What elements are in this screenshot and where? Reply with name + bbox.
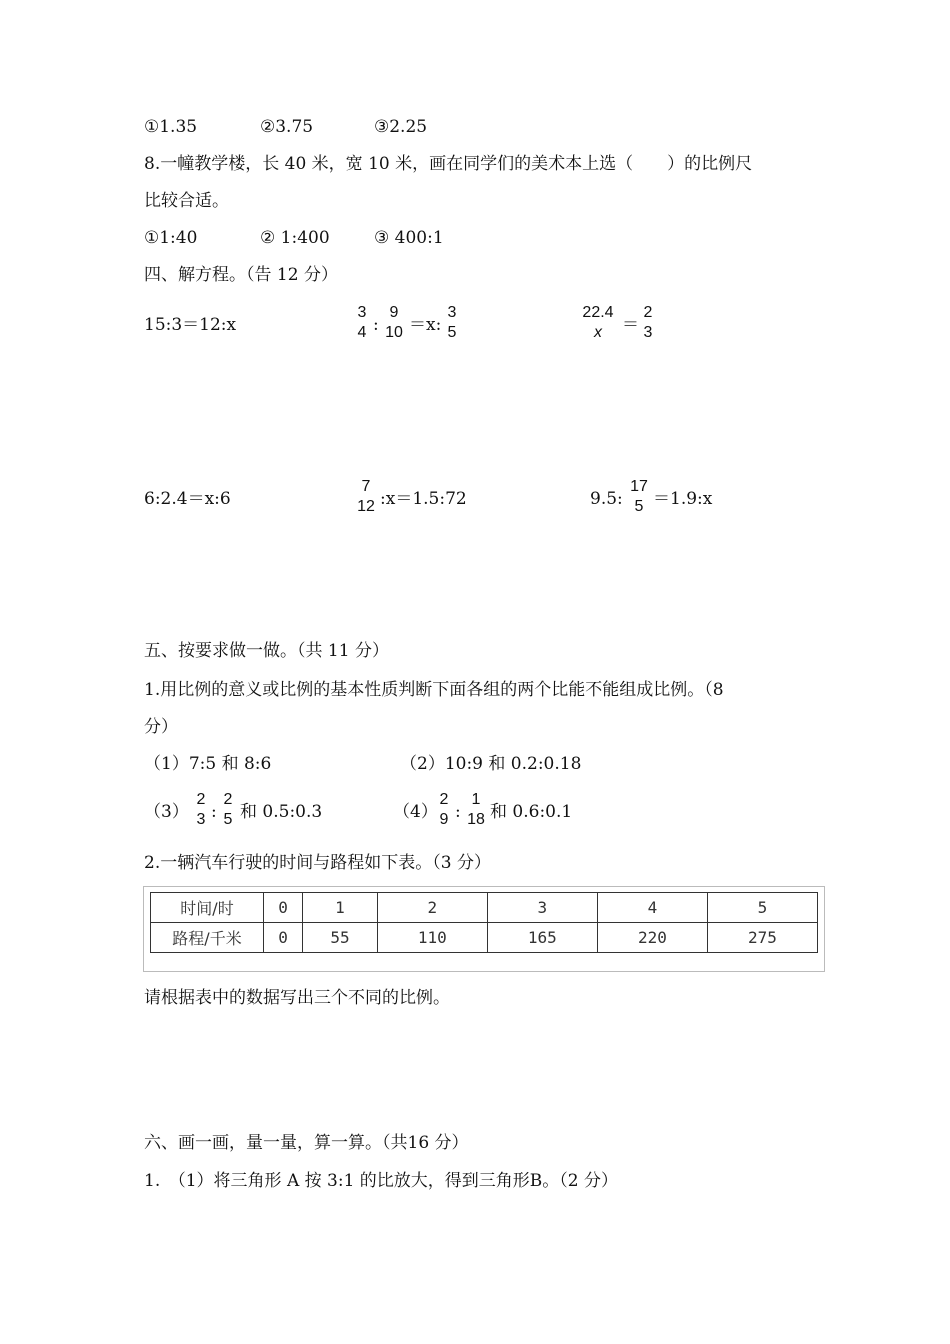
eq6-rest: ＝1.9:x (653, 489, 713, 509)
section6-heading: 六、画一画，量一量，算一算。（共16 分） (144, 1133, 469, 1153)
p3-a-denominator: 3 (196, 811, 206, 828)
eq3-numerator: 22.4 (582, 304, 614, 321)
equation-4: 6:2.4＝x:6 (144, 489, 231, 509)
eq2-a-denominator: 4 (357, 324, 367, 341)
p3-colon: : (211, 802, 217, 822)
p3-a-numerator: 2 (196, 791, 206, 808)
eq2-b-numerator: 9 (389, 304, 399, 321)
eq5-fraction (354, 477, 378, 517)
eq6-numerator: 17 (630, 478, 648, 495)
s5-q1-line2: 分） (144, 717, 178, 737)
eq6-fraction (627, 477, 651, 517)
table-cell: 5 (707, 893, 817, 923)
eq2-fraction-c (444, 303, 460, 343)
table-cell: 1 (303, 893, 378, 923)
s5-q1-line1: 1.用比例的意义或比例的基本性质判断下面各组的两个比能不能组成比例。（8 (144, 680, 724, 700)
eq3-r-numerator: 2 (643, 304, 653, 321)
q7-options (144, 116, 427, 138)
s5-part-2: （2）10:9 和 0.2:0.18 (400, 754, 582, 774)
s6-q1: 1. （1）将三角形 A 按 3:1 的比放大，得到三角形B。（2 分） (144, 1171, 618, 1191)
time-distance-table (150, 892, 818, 953)
s5-part-4-label: （4） (393, 802, 438, 822)
table-cell: 110 (377, 923, 487, 953)
eq2-middle: ＝x: (409, 315, 442, 335)
p4-a-denominator: 9 (439, 811, 449, 828)
eq3-denominator: x (594, 324, 602, 341)
s5-part-3-label: （3） (144, 802, 189, 822)
table-cell: 275 (707, 923, 817, 953)
p3-rest: 和 0.5:0.3 (240, 802, 323, 822)
p4-fraction-a (436, 790, 452, 830)
table-cell: 220 (597, 923, 707, 953)
eq5-denominator: 12 (357, 498, 375, 515)
eq2-colon: : (373, 315, 379, 335)
p3-fraction-b (220, 790, 236, 830)
eq2-fraction-b (382, 303, 406, 343)
q7-option-3: ③2.25 (374, 117, 428, 137)
table-header-distance: 路程/千米 (151, 923, 264, 953)
q7-option-1: ①1.35 (144, 117, 198, 137)
equation-1: 15:3＝12:x (144, 315, 237, 335)
eq3-equals: ＝ (622, 315, 639, 335)
q8-option-3: ③ 400:1 (374, 228, 444, 248)
q7-option-2: ②3.75 (260, 117, 314, 137)
q8-question-line1: 8.一幢教学楼，长 40 米，宽 10 米，画在同学们的美术本上选（ ）的比例尺 (144, 154, 753, 174)
eq3-fraction-left (578, 303, 618, 343)
table-cell: 165 (487, 923, 597, 953)
eq5-numerator: 7 (361, 478, 371, 495)
eq3-fraction-right (640, 303, 656, 343)
eq2-c-denominator: 5 (447, 324, 457, 341)
section4-heading: 四、解方程。（告 12 分） (144, 265, 338, 285)
table-cell: 0 (264, 893, 303, 923)
eq6-denominator: 5 (634, 498, 644, 515)
table-cell: 3 (487, 893, 597, 923)
table-header-time: 时间/时 (151, 893, 264, 923)
p3-fraction-a (193, 790, 209, 830)
p3-b-numerator: 2 (223, 791, 233, 808)
eq2-fraction-a (354, 303, 370, 343)
q8-options (144, 227, 444, 249)
p4-a-numerator: 2 (439, 791, 449, 808)
s5-q2-instruction: 请根据表中的数据写出三个不同的比例。 (144, 988, 450, 1008)
section5-heading: 五、按要求做一做。（共 11 分） (144, 641, 389, 661)
q8-question-line2: 比较合适。 (144, 191, 229, 211)
table-row-distance (151, 923, 818, 953)
p4-colon: : (455, 802, 461, 822)
eq6-prefix: 9.5: (590, 489, 623, 509)
eq2-b-denominator: 10 (385, 324, 403, 341)
p4-rest: 和 0.6:0.1 (490, 802, 573, 822)
eq2-c-numerator: 3 (447, 304, 457, 321)
p4-b-denominator: 18 (467, 811, 485, 828)
p4-b-numerator: 1 (471, 791, 481, 808)
q8-option-1: ①1:40 (144, 228, 198, 248)
s5-q2: 2.一辆汽车行驶的时间与路程如下表。（3 分） (144, 853, 491, 873)
table-cell: 55 (303, 923, 378, 953)
table-cell: 0 (264, 923, 303, 953)
p4-fraction-b (464, 790, 488, 830)
p3-b-denominator: 5 (223, 811, 233, 828)
eq3-r-denominator: 3 (643, 324, 653, 341)
table-cell: 2 (377, 893, 487, 923)
eq2-a-numerator: 3 (357, 304, 367, 321)
table-cell: 4 (597, 893, 707, 923)
q8-option-2: ② 1:400 (260, 228, 330, 248)
eq5-rest: :x＝1.5:72 (380, 489, 467, 509)
table-row-time (151, 893, 818, 923)
s5-part-1: （1）7:5 和 8:6 (144, 754, 272, 774)
